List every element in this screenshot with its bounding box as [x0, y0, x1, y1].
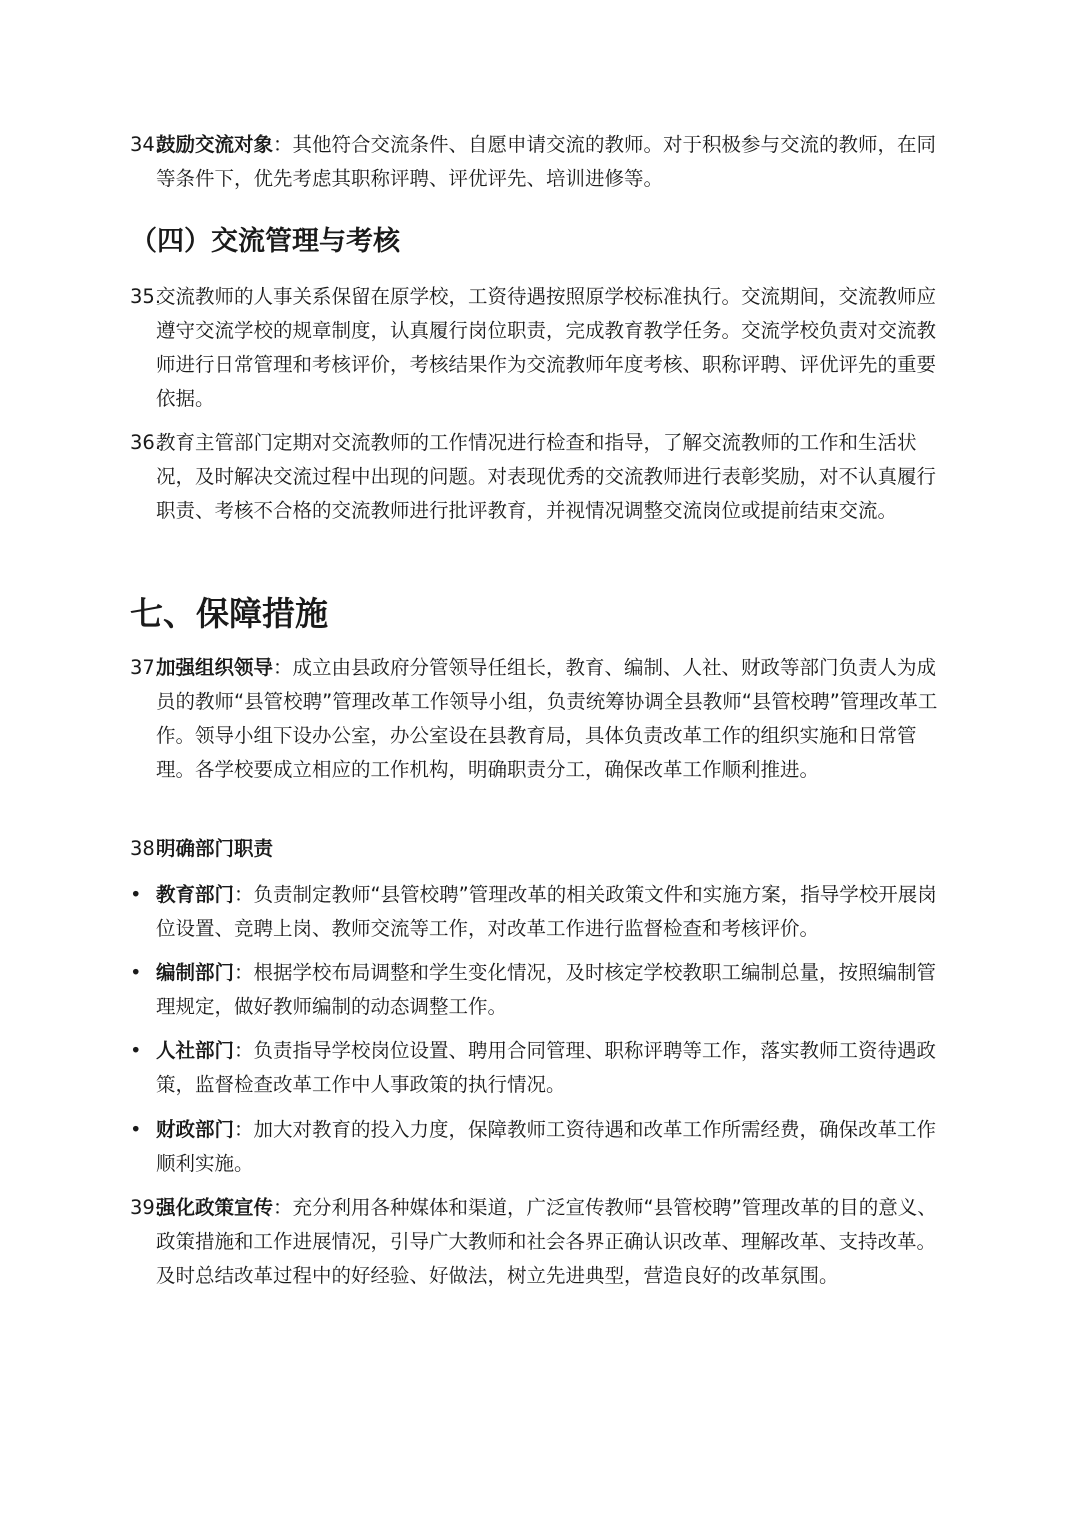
item-title: 明确部门职责	[156, 837, 274, 860]
paragraph-35	[130, 280, 952, 416]
bullet-body	[130, 956, 952, 1024]
bullet-marker: •	[130, 961, 142, 984]
paragraph-body	[130, 1191, 952, 1293]
bullet-text: ：负责指导学校岗位设置、聘用合同管理、职称评聘等工作，落实教师工资待遇政策，监督检查改革工作中人事政策的执行情况。	[156, 1039, 937, 1096]
chapter-heading-7: 七、保障措施	[130, 594, 328, 633]
bullet-title: 人社部门	[156, 1039, 235, 1062]
bullet-text: ：根据学校布局调整和学生变化情况，及时核定学校教职工编制总量，按照编制管理规定，做好教师编制的动态调整工作。	[156, 961, 937, 1018]
paragraph-36	[130, 426, 952, 528]
bullet-marker: •	[130, 883, 142, 906]
item-text: 交流教师的人事关系保留在原学校，工资待遇按照原学校标准执行。交流期间，交流教师应遵守交流学校的规章制度，认真履行岗位职责，完成教育教学任务。交流学校负责对交流教师进行日常管理和考核评价，考核结果作为交流教师年度考核、职称评聘、评优评先的重要依据。	[156, 285, 937, 410]
bullet-body	[130, 1113, 952, 1181]
paragraph-body	[130, 128, 952, 196]
paragraph-body	[130, 832, 952, 866]
paragraph-body	[130, 651, 952, 787]
bullet-item	[130, 956, 952, 1024]
bullet-body	[130, 878, 952, 946]
item-text: ：成立由县政府分管领导任组长，教育、编制、人社、财政等部门负责人为成员的教师“县管校聘”管理改革工作领导小组，负责统筹协调全县教师“县管校聘”管理改革工作。领导小组下设办公室，办公室设在县教育局，具体负责改革工作的组织实施和日常管理。各学校要成立相应的工作机构，明确职责分工，确保改革工作顺利推进。	[156, 656, 938, 781]
paragraph-38	[130, 832, 952, 866]
item-number: 39.	[130, 1196, 162, 1219]
item-number: 34.	[130, 133, 162, 156]
bullet-marker: •	[130, 1039, 142, 1062]
item-title: 强化政策宣传	[156, 1196, 274, 1219]
section-heading-4: （四）交流管理与考核	[130, 226, 400, 257]
bullet-marker: •	[130, 1118, 142, 1141]
paragraph-39	[130, 1191, 952, 1293]
bullet-item	[130, 878, 952, 946]
paragraph-34	[130, 128, 952, 196]
bullet-title: 财政部门	[156, 1118, 235, 1141]
bullet-text: ：负责制定教师“县管校聘”管理改革的相关政策文件和实施方案，指导学校开展岗位设置、竞聘上岗、教师交流等工作，对改革工作进行监督检查和考核评价。	[156, 883, 937, 940]
item-number: 36.	[130, 431, 162, 454]
item-number: 37.	[130, 656, 162, 679]
bullet-item	[130, 1113, 952, 1181]
bullet-text: ：加大对教育的投入力度，保障教师工资待遇和改革工作所需经费，确保改革工作顺利实施。	[156, 1118, 937, 1175]
item-text: 教育主管部门定期对交流教师的工作情况进行检查和指导，了解交流教师的工作和生活状况，及时解决交流过程中出现的问题。对表现优秀的交流教师进行表彰奖励，对不认真履行职责、考核不合格的交流教师进行批评教育，并视情况调整交流岗位或提前结束交流。	[156, 431, 937, 522]
item-title: 加强组织领导	[156, 656, 274, 679]
item-number: 38.	[130, 837, 162, 860]
item-title: 鼓励交流对象	[156, 133, 274, 156]
paragraph-37	[130, 651, 952, 787]
item-number: 35.	[130, 285, 162, 308]
bullet-title: 编制部门	[156, 961, 235, 984]
item-text: ：充分利用各种媒体和渠道，广泛宣传教师“县管校聘”管理改革的目的意义、政策措施和工作进展情况，引导广大教师和社会各界正确认识改革、理解改革、支持改革。及时总结改革过程中的好经验、好做法，树立先进典型，营造良好的改革氛围。	[156, 1196, 937, 1287]
bullet-title: 教育部门	[156, 883, 235, 906]
bullet-body	[130, 1034, 952, 1102]
item-text: ：其他符合交流条件、自愿申请交流的教师。对于积极参与交流的教师，在同等条件下，优先考虑其职称评聘、评优评先、培训进修等。	[156, 133, 937, 190]
bullet-item	[130, 1034, 952, 1102]
